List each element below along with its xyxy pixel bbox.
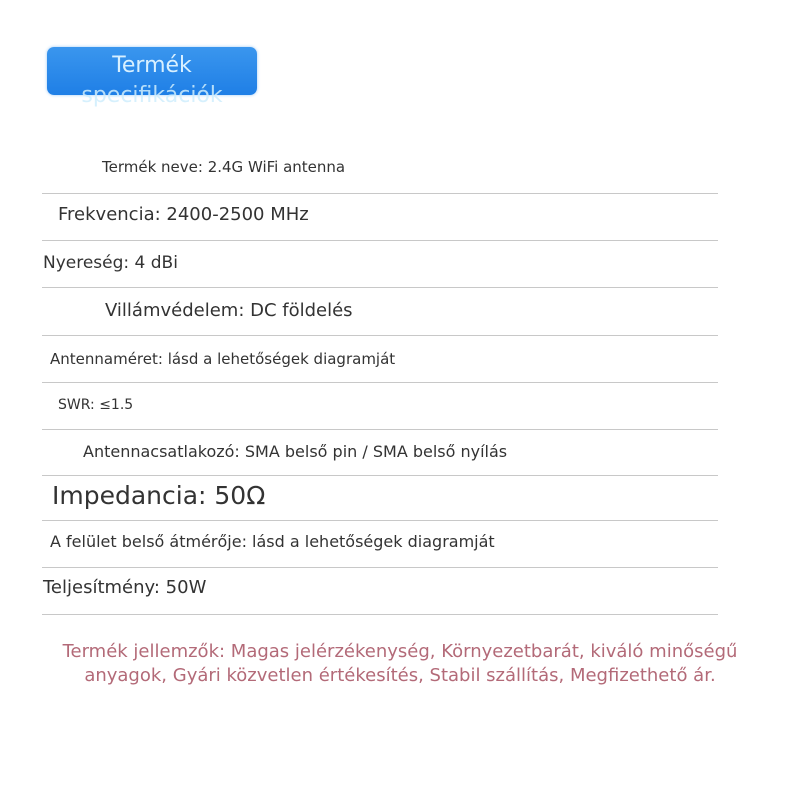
spec-lightning: Villámvédelem: DC földelés — [105, 300, 353, 321]
spec-frequency: Frekvencia: 2400-2500 MHz — [58, 204, 309, 225]
features-text: Termék jellemzők: Magas jelérzékenység, Környezetbarát, kiváló minőségű anyagok, Gyári közvetlen értékesítés, Stabil szállítás, Megfizethető ár. — [62, 641, 738, 686]
spec-inner-diameter: A felület belső átmérője: lásd a lehetőségek diagramját — [50, 532, 495, 551]
spec-connector: Antennacsatlakozó: SMA belső pin / SMA belső nyílás — [83, 442, 508, 461]
spec-antenna-size: Antennaméret: lásd a lehetőségek diagramját — [50, 350, 396, 368]
divider — [42, 429, 718, 430]
divider — [42, 614, 718, 615]
divider — [42, 240, 718, 241]
divider — [42, 193, 718, 194]
title-line-2: specifikációk — [81, 83, 223, 108]
divider — [42, 287, 718, 288]
title-line-1: Termék — [112, 53, 192, 78]
spec-power: Teljesítmény: 50W — [43, 577, 207, 598]
section-title-badge — [47, 47, 257, 108]
spec-impedance: Impedancia: 50Ω — [52, 481, 266, 510]
spec-product-name: Termék neve: 2.4G WiFi antenna — [102, 158, 346, 176]
divider — [42, 382, 718, 383]
divider — [42, 335, 718, 336]
spec-swr: SWR: ≤1.5 — [58, 397, 134, 413]
product-features — [0, 640, 800, 688]
divider — [42, 520, 718, 521]
divider — [42, 475, 718, 476]
spec-gain: Nyereség: 4 dBi — [43, 253, 178, 273]
divider — [42, 567, 718, 568]
